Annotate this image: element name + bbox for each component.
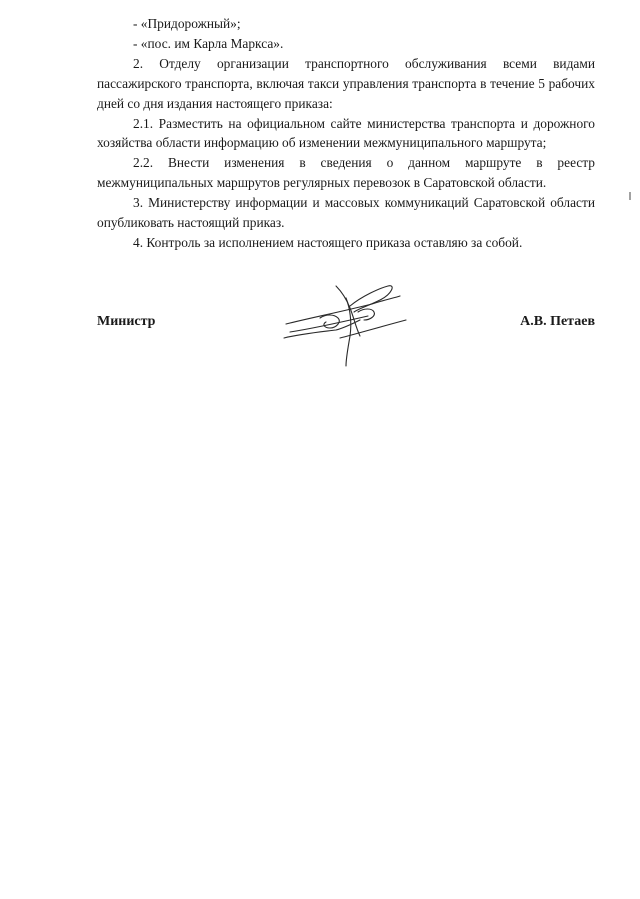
list-item-pridorozhny: - «Придорожный»; <box>133 16 241 31</box>
margin-mark <box>628 192 632 200</box>
paragraph-2: 2. Отделу организации транспортного обслуживания всеми видами пассажирского транспорта, включая такси управления транспорта в течение 5 рабочих дней со дня издания настоящего приказа: <box>97 55 595 111</box>
handwritten-signature <box>280 278 410 370</box>
paragraph-2-1: 2.1. Разместить на официальном сайте министерства транспорта и дорожного хозяйства области информацию об изменении межмуниципального маршрута; <box>97 115 595 151</box>
list-item-karl-marx: - «пос. им Карла Маркса». <box>133 35 284 51</box>
paragraph-3: 3. Министерству информации и массовых коммуникаций Саратовской области опубликовать настоящий приказ. <box>97 195 595 231</box>
document-body <box>97 14 595 253</box>
paragraph-4: 4. Контроль за исполнением настоящего приказа оставляю за собой. <box>133 234 523 250</box>
signatory-title: Министр <box>97 314 156 329</box>
signatory-name: А.В. Петаев <box>520 314 595 329</box>
paragraph-2-2: 2.2. Внести изменения в сведения о данном маршруте в реестр межмуниципальных маршрутов регулярных перевозок в Саратовской области. <box>97 155 595 191</box>
